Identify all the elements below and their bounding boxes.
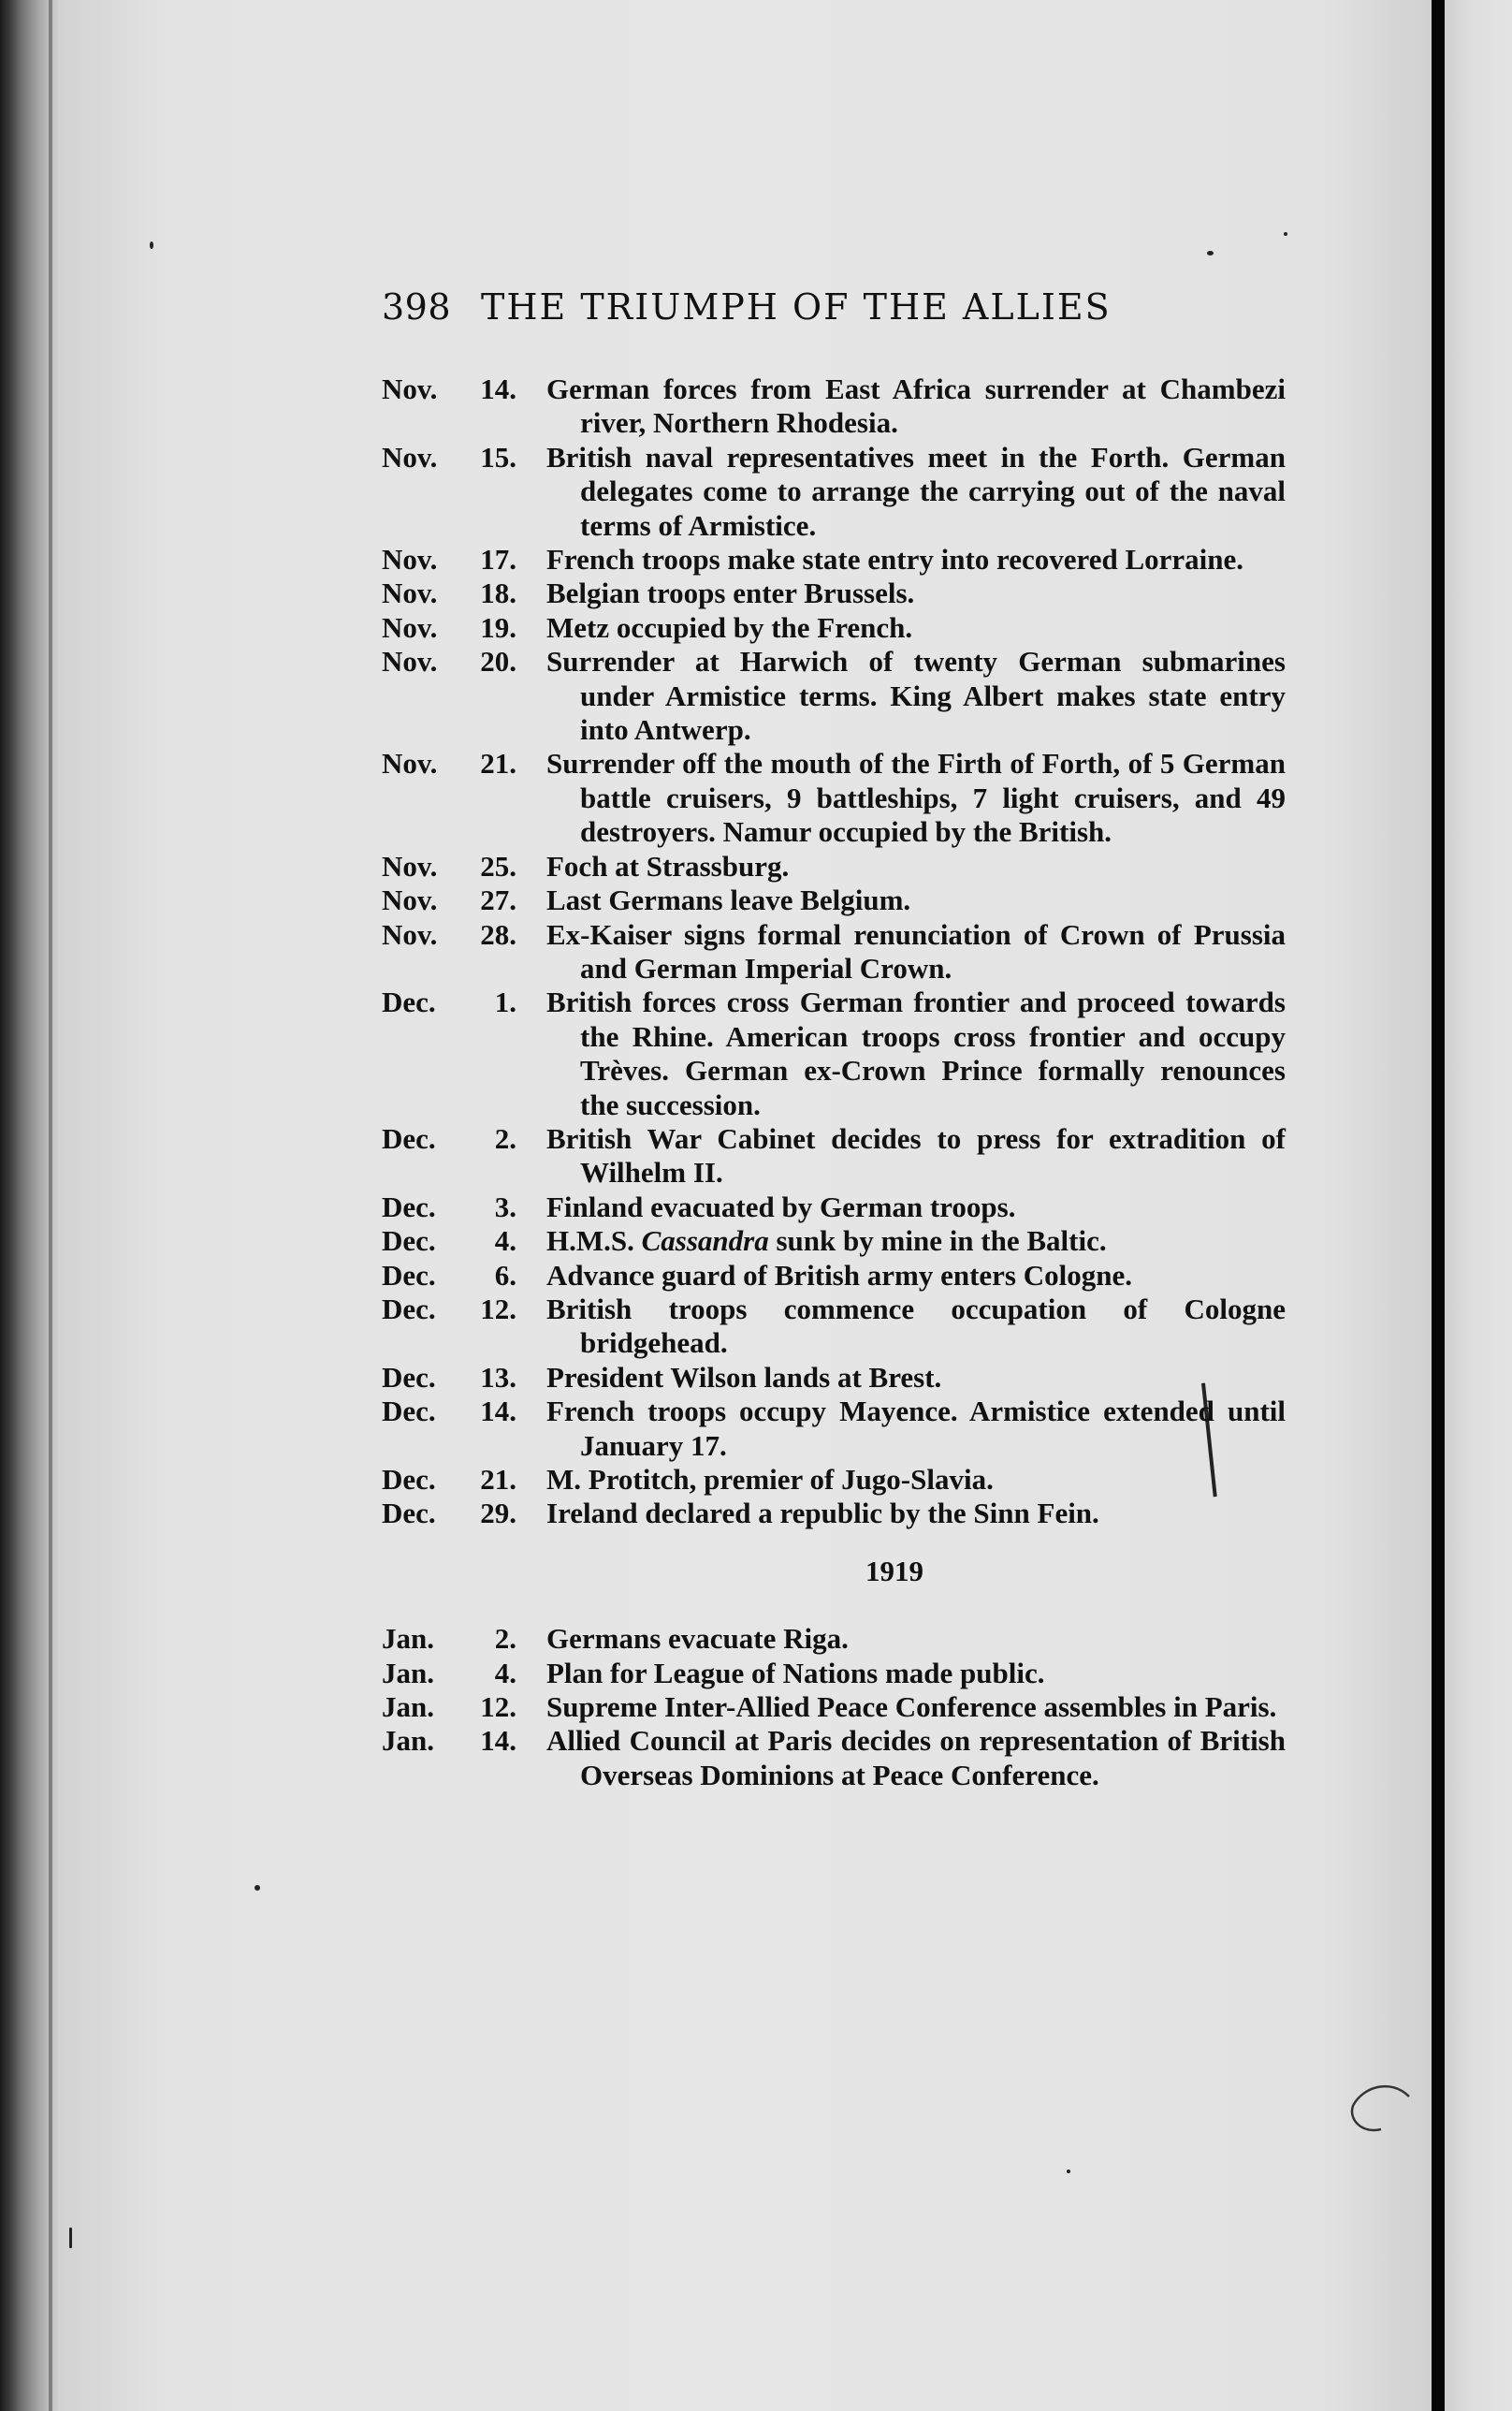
entry-date (382, 1293, 533, 1361)
chronology-entry (382, 747, 1286, 849)
entry-text: British War Cabinet decides to press for extradition of Wilhelm II. (546, 1121, 1286, 1190)
entry-month: Jan. (382, 1656, 434, 1689)
page-divider-right (1432, 0, 1445, 2411)
entry-day: 17. (480, 543, 516, 577)
entry-text: Allied Council at Paris decides on representation of British Overseas Dominions at Peace Conference. (546, 1724, 1286, 1791)
entry-month: Nov. (382, 577, 438, 610)
entry-date (382, 850, 533, 884)
entry-day: 20. (480, 645, 516, 679)
entry-text: Metz occupied by the French. (546, 610, 913, 644)
entry-month: Nov. (382, 747, 438, 781)
entry-month: Jan. (382, 1622, 434, 1656)
entry-day: 14. (480, 1395, 516, 1428)
chronology-entry (382, 1622, 1286, 1656)
chronology-entry (382, 1497, 1286, 1530)
entry-text: French troops occupy Mayence. Armistice extended until January 17. (546, 1395, 1286, 1462)
entry-text: M. Protitch, premier of Jugo-Slavia. (546, 1463, 994, 1496)
page-header (382, 286, 1168, 339)
entry-day: 18. (480, 577, 516, 610)
chronology-list (382, 373, 1286, 1792)
entry-month: Nov. (382, 917, 438, 951)
entry-text: British naval representatives meet in the Forth. German delegates come to arrange the carrying out of the naval terms of Armistice. (546, 440, 1286, 542)
entry-day: 28. (480, 917, 516, 951)
entry-text: Foch at Strassburg. (546, 849, 790, 883)
entry-day: 13. (480, 1360, 516, 1394)
chronology-entry (382, 1690, 1286, 1724)
entry-text: H.M.S. Cassandra sunk by mine in the Baltic. (546, 1224, 1107, 1258)
scan-speck (1207, 251, 1214, 256)
chronology-entry (382, 1191, 1286, 1224)
entry-text: British forces cross German frontier and proceed towards the Rhine. American troops cross frontier and occupy Trèves. German ex-Crown Prince formally renounces the succession. (546, 986, 1286, 1121)
pencil-scribble (1344, 2078, 1418, 2143)
entry-day: 27. (480, 884, 516, 917)
entry-text: Ex-Kaiser signs formal renunciation of Crown of Prussia and German Imperial Crown. (546, 917, 1286, 985)
entry-text: Plan for League of Nations made public. (546, 1656, 1045, 1689)
entry-date (382, 1361, 533, 1395)
entry-month: Dec. (382, 1190, 436, 1223)
entry-text: Surrender off the mouth of the Firth of Forth, of 5 German battle cruisers, 9 battleships, 7 light cruisers, and 49 destroyers. Namur occupied by the British. (546, 747, 1286, 849)
entry-month: Dec. (382, 1395, 436, 1428)
chronology-entry (382, 1361, 1286, 1395)
entry-month: Nov. (382, 440, 438, 474)
scan-speck (254, 1885, 260, 1891)
page-number: 398 (382, 286, 452, 328)
ship-name: Cassandra (641, 1224, 769, 1258)
entry-day: 15. (480, 440, 516, 474)
entry-date (382, 1724, 533, 1792)
entry-month: Nov. (382, 645, 438, 679)
entry-month: Nov. (382, 373, 438, 405)
entry-date (382, 1122, 533, 1191)
entries-1918 (382, 373, 1286, 1531)
entry-text: French troops make state entry into recovered Lorraine. (546, 543, 1243, 577)
entry-date (382, 577, 533, 610)
entry-day: 4. (494, 1224, 516, 1258)
entry-date (382, 645, 533, 747)
entry-day: 4. (494, 1656, 516, 1689)
entry-date (382, 918, 533, 986)
entry-day: 29. (480, 1497, 516, 1530)
entry-month: Dec. (382, 1463, 436, 1496)
entry-month: Jan. (382, 1690, 434, 1724)
scan-speck (1067, 2170, 1070, 2173)
entry-date (382, 1395, 533, 1463)
chronology-entry (382, 577, 1286, 610)
entry-text: Belgian troops enter Brussels. (546, 577, 915, 610)
entry-month: Dec. (382, 1292, 436, 1325)
entry-day: 3. (494, 1190, 516, 1223)
entry-month: Nov. (382, 610, 438, 644)
entry-month: Dec. (382, 1360, 436, 1394)
entry-date (382, 1690, 533, 1724)
chronology-entry (382, 611, 1286, 645)
entry-text: British troops commence occupation of Cologne bridgehead. (546, 1292, 1286, 1360)
chronology-entry (382, 884, 1286, 917)
entry-month: Dec. (382, 1497, 436, 1530)
entry-month: Dec. (382, 1224, 436, 1258)
entry-date (382, 747, 533, 849)
scan-speck (150, 241, 153, 249)
entry-month: Nov. (382, 884, 438, 917)
entry-day: 2. (494, 1121, 516, 1155)
entry-day: 12. (480, 1292, 516, 1325)
chronology-entry (382, 1293, 1286, 1361)
chronology-entry (382, 645, 1286, 747)
entry-date (382, 1463, 533, 1497)
entry-month: Nov. (382, 849, 438, 883)
entry-day: 14. (480, 1724, 516, 1758)
entry-date (382, 1497, 533, 1530)
entry-day: 21. (480, 747, 516, 781)
entry-text: German forces from East Africa surrender at Chambezi river, Northern Rhodesia. (546, 373, 1286, 440)
entry-month: Nov. (382, 543, 438, 577)
entry-day: 19. (480, 610, 516, 644)
chronology-entry (382, 850, 1286, 884)
chronology-entry (382, 1657, 1286, 1690)
entry-date (382, 543, 533, 577)
entry-date (382, 986, 533, 1122)
chronology-entry (382, 1122, 1286, 1191)
entry-date (382, 1224, 533, 1258)
chronology-entry (382, 1724, 1286, 1792)
entry-date (382, 1622, 533, 1656)
entry-day: 21. (480, 1463, 516, 1496)
entry-date (382, 1191, 533, 1224)
scan-speck (1284, 232, 1287, 236)
entry-day: 14. (480, 373, 516, 405)
chronology-entry (382, 918, 1286, 986)
chronology-entry (382, 1224, 1286, 1258)
scan-speck (69, 2228, 72, 2248)
chronology-entry (382, 1395, 1286, 1463)
entry-month: Dec. (382, 986, 436, 1019)
entry-text: President Wilson lands at Brest. (546, 1360, 942, 1394)
entry-text: Surrender at Harwich of twenty German submarines under Armistice terms. King Albert makes state entry into Antwerp. (546, 645, 1286, 747)
year-heading: 1919 (865, 1554, 923, 1587)
entry-date (382, 884, 533, 917)
entry-day: 6. (494, 1258, 516, 1292)
chronology-entry (382, 986, 1286, 1122)
entry-date (382, 1657, 533, 1690)
entry-date (382, 611, 533, 645)
entry-day: 25. (480, 849, 516, 883)
entry-text: Germans evacuate Riga. (546, 1622, 849, 1656)
chronology-entry (382, 1463, 1286, 1497)
binding-shadow-line (49, 0, 52, 2411)
chronology-entry (382, 1259, 1286, 1293)
chronology-entry (382, 543, 1286, 577)
entry-text: Finland evacuated by German troops. (546, 1190, 1016, 1223)
entries-1919 (382, 1622, 1286, 1792)
entry-date (382, 1259, 533, 1293)
chronology-entry (382, 441, 1286, 543)
entry-text: Last Germans leave Belgium. (546, 884, 911, 917)
entry-month: Jan. (382, 1724, 434, 1758)
entry-month: Dec. (382, 1258, 436, 1292)
entry-month: Dec. (382, 1121, 436, 1155)
chronology-entry (382, 373, 1286, 441)
entry-day: 12. (480, 1690, 516, 1724)
entry-date (382, 373, 533, 441)
entry-text: Supreme Inter-Allied Peace Conference assembles in Paris. (546, 1690, 1277, 1724)
entry-day: 2. (494, 1622, 516, 1656)
next-page-edge (1445, 0, 1512, 2411)
running-head: THE TRIUMPH OF THE ALLIES (481, 286, 1112, 328)
entry-date (382, 441, 533, 543)
entry-day: 1. (494, 986, 516, 1019)
entry-text: Advance guard of British army enters Cologne. (546, 1258, 1132, 1292)
entry-text: Ireland declared a republic by the Sinn Fein. (546, 1497, 1099, 1530)
